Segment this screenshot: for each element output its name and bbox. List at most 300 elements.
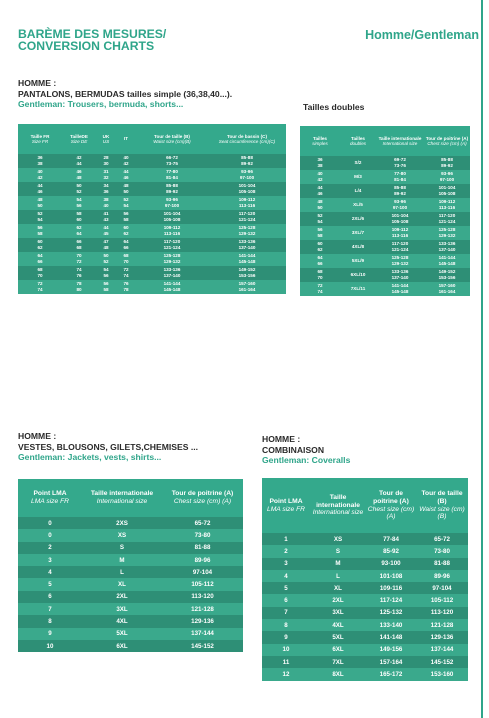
cell-value: 133-136: [391, 269, 409, 275]
section4-line3: Gentleman: Coveralls: [262, 455, 351, 465]
table-row: [262, 558, 468, 570]
cell-value: 145-148: [238, 259, 256, 264]
cell-value: 161-164: [438, 289, 456, 294]
cell-value: 113-116: [163, 231, 181, 236]
table-cell: 65-72: [162, 517, 243, 529]
table-cell: [136, 266, 208, 280]
table-cell: [62, 168, 96, 182]
cell-value: 129-132: [391, 261, 409, 266]
cell-value: 133-136: [438, 241, 456, 247]
jackets-header-row: [18, 479, 243, 517]
cell-value: 56: [103, 273, 109, 278]
cell-value: 46: [37, 189, 43, 194]
cell-value: 74: [317, 289, 323, 294]
table-cell: 4XL: [82, 615, 162, 627]
table-cell: [376, 198, 424, 212]
cell-value: 153-156: [238, 273, 256, 278]
table-row: [300, 198, 470, 212]
section4-heading: [262, 434, 472, 466]
cell-value: 77-80: [166, 169, 178, 175]
cell-value: 137-140: [391, 275, 409, 280]
cell-value: 52: [123, 197, 129, 203]
cell-value: 109-112: [163, 225, 181, 231]
table-cell: 73-80: [162, 529, 243, 541]
cell-value: 46: [76, 169, 82, 175]
section1-line2: PANTALONS, BERMUDAS tailles simple (36,38,40...).: [18, 88, 233, 99]
table-row: [18, 554, 243, 566]
table-cell: 77-84: [366, 533, 416, 545]
table-row: [18, 252, 286, 266]
table-cell: 8: [262, 619, 310, 631]
table-cell: [208, 238, 286, 252]
cell-value: 45: [103, 231, 109, 236]
column-header: [62, 124, 96, 154]
table-cell: [96, 182, 116, 196]
cell-value: 93-96: [441, 171, 453, 177]
cell-value: 40: [317, 171, 323, 177]
column-header-sublabel: simples: [312, 141, 328, 146]
cell-value: 30: [103, 161, 109, 166]
table-cell: [116, 196, 136, 210]
table-row: [262, 631, 468, 643]
table-cell: [208, 210, 286, 224]
cell-value: 121-124: [238, 217, 256, 222]
table-cell: 7: [18, 603, 82, 615]
section1-heading: [18, 78, 308, 110]
cell-value: 125-128: [391, 255, 409, 261]
table-cell: [340, 170, 376, 184]
table-row: [18, 266, 286, 280]
cell-value: 52: [317, 213, 323, 219]
cell-value: 46: [317, 191, 323, 196]
cell-value: 70: [123, 259, 129, 264]
double-size-header-row: [300, 126, 470, 156]
table-cell: 2: [18, 542, 82, 554]
cell-value: 48: [317, 199, 323, 205]
table-cell: [136, 182, 208, 196]
cell-value: 89-92: [241, 161, 253, 166]
cell-value: 145-148: [163, 287, 181, 292]
table-cell: [116, 238, 136, 252]
table-cell: 153-160: [416, 668, 468, 680]
cell-value: 60: [123, 225, 129, 231]
cell-value: 42: [76, 155, 82, 161]
table-row: [18, 603, 243, 615]
cell-value: 60: [76, 217, 82, 222]
cell-value: 68: [37, 267, 43, 273]
table-cell: [96, 196, 116, 210]
table-cell: 85-92: [366, 545, 416, 557]
table-cell: [18, 154, 62, 168]
column-header-sublabel: Waist size (cm)(B): [153, 139, 191, 144]
cell-value: 161-164: [238, 287, 256, 292]
cell-value: 64: [37, 253, 43, 259]
table-cell: 12: [262, 668, 310, 680]
column-header-sublabel: LMA size FR: [266, 505, 306, 513]
cell-value: 85-88: [166, 183, 178, 189]
table-row: [300, 268, 470, 282]
cell-value: 47: [103, 239, 109, 245]
cell-value: 52: [37, 211, 43, 217]
table-row: [18, 196, 286, 210]
cell-value: 85-88: [241, 155, 253, 161]
cell-value: 64: [123, 239, 129, 245]
cell-value: 145-148: [391, 289, 409, 294]
cell-value: 125-128: [438, 227, 456, 233]
column-header: [208, 124, 286, 154]
table-cell: 65-72: [416, 533, 468, 545]
table-cell: 5XL: [310, 631, 366, 643]
cell-value: 32: [103, 175, 109, 180]
cell-value: 117-120: [438, 213, 456, 219]
cell-value: 93-96: [394, 199, 406, 205]
column-header-label: Tour de poitrine (A): [425, 135, 469, 141]
cell-value: 42: [317, 177, 323, 182]
table-cell: 9: [18, 628, 82, 640]
table-cell: [62, 280, 96, 294]
table-cell: [136, 238, 208, 252]
table-cell: [424, 156, 470, 170]
table-cell: 157-164: [366, 656, 416, 668]
section1-line3: Gentleman: Trousers, bermuda, shorts...: [18, 99, 184, 109]
table-cell: [18, 196, 62, 210]
table-cell: [62, 238, 96, 252]
table-cell: [424, 226, 470, 240]
cell-value: 121-124: [438, 219, 456, 224]
column-header: [416, 478, 468, 533]
table-cell: 2XL: [82, 591, 162, 603]
table-cell: 93-100: [366, 558, 416, 570]
table-cell: [300, 226, 340, 240]
table-cell: 89-96: [416, 570, 468, 582]
table-cell: [18, 252, 62, 266]
table-row: [18, 628, 243, 640]
table-cell: 10: [18, 640, 82, 652]
cell-value: 129-132: [438, 233, 456, 238]
page-title: [18, 28, 278, 52]
table-cell: [376, 156, 424, 170]
table-row: [18, 529, 243, 541]
table-cell: [300, 170, 340, 184]
cell-value: 58: [317, 233, 323, 238]
cell-value: 129-132: [163, 259, 181, 264]
table-cell: [340, 240, 376, 254]
column-header: [116, 124, 136, 154]
table-cell: 5: [18, 578, 82, 590]
table-cell: [300, 282, 340, 296]
table-cell: 129-136: [416, 631, 468, 643]
table-cell: [18, 266, 62, 280]
table-row: [262, 545, 468, 557]
table-row: [262, 656, 468, 668]
cell-value: 50: [76, 183, 82, 189]
trousers-size-table: [18, 124, 286, 294]
table-cell: 125-132: [366, 607, 416, 619]
table-cell: [300, 156, 340, 170]
table-cell: [424, 282, 470, 296]
cell-value: 145-148: [438, 261, 456, 266]
table-cell: 5: [262, 582, 310, 594]
cell-value: 105-108: [163, 217, 181, 222]
table-cell: 105-112: [162, 578, 243, 590]
cell-value: 105-108: [438, 191, 456, 196]
cell-value: 50: [37, 203, 43, 208]
table-row: [18, 154, 286, 168]
cell-value: L/4: [354, 188, 362, 194]
table-row: [300, 240, 470, 254]
table-cell: [136, 168, 208, 182]
cell-value: 78: [123, 287, 129, 292]
column-header-sublabel: LMA size FR: [30, 498, 70, 505]
cell-value: 141-144: [391, 283, 409, 289]
column-header: [18, 479, 82, 517]
section4-line1: HOMME :: [262, 434, 301, 444]
table-cell: 9: [262, 631, 310, 643]
cell-value: 149-152: [438, 269, 456, 275]
table-cell: [18, 280, 62, 294]
cell-value: 72: [317, 283, 323, 289]
cell-value: 3XL/7: [351, 230, 365, 236]
table-row: [262, 619, 468, 631]
cell-value: 5XL/9: [351, 258, 365, 264]
table-row: [262, 570, 468, 582]
column-header-label: Tour de poitrine (A): [171, 490, 234, 498]
cell-value: 153-156: [438, 275, 456, 280]
section3-heading: [18, 431, 258, 463]
table-row: [18, 517, 243, 529]
cell-value: 77-80: [394, 171, 406, 177]
table-cell: [208, 196, 286, 210]
cell-value: M/3: [354, 174, 362, 180]
cell-value: 66: [76, 239, 82, 245]
cell-value: XL/5: [353, 202, 363, 208]
table-cell: 1: [262, 533, 310, 545]
column-header-label: Taille internationale: [316, 494, 360, 509]
table-row: [18, 280, 286, 294]
cell-value: 105-108: [391, 219, 409, 224]
cell-value: 38: [103, 197, 109, 203]
table-row: [18, 210, 286, 224]
table-cell: S: [310, 545, 366, 557]
table-cell: 101-108: [366, 570, 416, 582]
table-row: [18, 224, 286, 238]
table-row: [18, 615, 243, 627]
cell-value: 85-88: [441, 157, 453, 163]
column-header-sublabel: Waist size (cm) (B): [419, 505, 465, 521]
cell-value: 58: [123, 217, 129, 222]
table-cell: 141-148: [366, 631, 416, 643]
cell-value: 7XL/11: [350, 286, 366, 292]
cell-value: 80: [76, 287, 82, 292]
table-cell: [18, 182, 62, 196]
cell-value: 141-144: [438, 255, 456, 261]
cell-value: 125-128: [238, 225, 256, 231]
table-cell: [62, 196, 96, 210]
table-row: [300, 184, 470, 198]
column-header: [96, 124, 116, 154]
cell-value: 97-100: [239, 175, 255, 180]
cell-value: 101-104: [391, 213, 409, 219]
cell-value: 68: [317, 269, 323, 275]
cell-value: 40: [37, 169, 43, 175]
table-cell: [376, 240, 424, 254]
cell-value: 62: [76, 225, 82, 231]
cell-value: 64: [317, 255, 323, 261]
cell-value: 50: [123, 189, 129, 194]
section3-line2: VESTES, BLOUSONS, GILETS,CHEMISES ...: [18, 441, 199, 452]
table-cell: [340, 226, 376, 240]
cell-value: 113-116: [438, 205, 456, 210]
column-header-label: Tour de taille (B): [154, 133, 190, 139]
column-header-label: Taille FR: [30, 133, 50, 139]
table-cell: [376, 184, 424, 198]
table-cell: [116, 182, 136, 196]
table-cell: [62, 210, 96, 224]
table-cell: 7XL: [310, 656, 366, 668]
table-cell: 121-128: [162, 603, 243, 615]
cell-value: 62: [123, 231, 129, 236]
cell-value: 42: [123, 161, 129, 166]
cell-value: 97-100: [439, 177, 455, 182]
table-cell: 0: [18, 529, 82, 541]
double-size-table: [300, 126, 470, 296]
table-cell: [208, 224, 286, 238]
cell-value: 54: [123, 203, 129, 208]
cell-value: 40: [123, 155, 129, 161]
cell-value: 121-124: [391, 247, 409, 252]
column-header: [310, 478, 366, 533]
table-row: [18, 542, 243, 554]
table-cell: [96, 224, 116, 238]
column-header-label: Point LMA: [269, 497, 303, 505]
column-header-sublabel: Chest size (cm) (A): [367, 505, 415, 521]
column-header: [162, 479, 243, 517]
table-cell: [340, 268, 376, 282]
table-cell: [424, 268, 470, 282]
cell-value: 81-84: [166, 175, 178, 180]
column-header-sublabel: Chest size (cm) (A): [173, 498, 232, 505]
table-cell: 113-120: [416, 607, 468, 619]
table-cell: 97-104: [416, 582, 468, 594]
table-row: [18, 168, 286, 182]
table-cell: [62, 182, 96, 196]
page-border: [481, 0, 483, 718]
cell-value: 64: [76, 231, 82, 236]
table-cell: [116, 154, 136, 168]
table-cell: [424, 170, 470, 184]
cell-value: 97-100: [392, 205, 408, 210]
coveralls-size-table: [262, 478, 468, 681]
table-cell: [96, 168, 116, 182]
cell-value: 109-112: [391, 227, 409, 233]
cell-value: 66: [37, 259, 43, 264]
cell-value: 137-140: [438, 247, 456, 252]
cell-value: 31: [103, 169, 109, 175]
table-cell: [136, 252, 208, 266]
cell-value: 40: [103, 203, 109, 208]
cell-value: 129-132: [238, 231, 256, 236]
column-header-sublabel: doubles: [349, 141, 367, 146]
table-cell: [376, 282, 424, 296]
cell-value: 54: [103, 267, 109, 273]
table-row: [18, 238, 286, 252]
cell-value: 54: [37, 217, 43, 222]
column-header-sublabel: US: [102, 139, 110, 144]
table-cell: [340, 184, 376, 198]
table-cell: [62, 224, 96, 238]
table-cell: [208, 154, 286, 168]
column-header: [366, 478, 416, 533]
table-cell: 2XS: [82, 517, 162, 529]
table-cell: 105-112: [416, 594, 468, 606]
column-header-label: TailleDE: [70, 133, 88, 139]
cell-value: 73-75: [166, 161, 178, 166]
table-cell: [340, 254, 376, 268]
column-header: [376, 126, 424, 156]
table-cell: 6XL: [310, 644, 366, 656]
cell-value: 149-152: [238, 267, 256, 273]
column-header-label: Tour de taille (B): [421, 490, 463, 505]
cell-value: 93-96: [166, 197, 178, 203]
column-header-sublabel: Seat circumference (cm)(C): [218, 139, 276, 144]
column-header: [340, 126, 376, 156]
table-cell: 6: [18, 591, 82, 603]
table-cell: 121-128: [416, 619, 468, 631]
cell-value: 58: [103, 287, 109, 292]
table-cell: 10: [262, 644, 310, 656]
table-cell: XL: [310, 582, 366, 594]
cell-value: 50: [317, 205, 323, 210]
cell-value: 66-72: [166, 155, 178, 161]
cell-value: 48: [103, 245, 109, 250]
table-cell: [340, 282, 376, 296]
table-cell: [208, 168, 286, 182]
cell-value: 72: [37, 281, 43, 287]
cell-value: 137-140: [163, 273, 181, 278]
table-cell: [376, 212, 424, 226]
cell-value: 133-136: [238, 239, 256, 245]
table-cell: [96, 280, 116, 294]
cell-value: 28: [103, 155, 109, 161]
column-header: [300, 126, 340, 156]
column-header-label: Tailles: [313, 135, 327, 141]
cell-value: 46: [123, 175, 129, 180]
table-cell: [116, 252, 136, 266]
cell-value: 68: [76, 245, 82, 250]
table-row: [262, 607, 468, 619]
table-cell: 4: [18, 566, 82, 578]
table-cell: [96, 238, 116, 252]
cell-value: 78: [76, 281, 82, 287]
cell-value: 38: [37, 161, 43, 166]
title-line-2: CONVERSION CHARTS: [18, 39, 155, 53]
cell-value: 76: [76, 273, 82, 278]
table-cell: [208, 252, 286, 266]
column-header-sublabel: International size: [312, 509, 364, 517]
table-cell: [376, 226, 424, 240]
cell-value: 85-88: [394, 185, 406, 191]
column-header-label: IT: [123, 136, 129, 142]
cell-value: 36: [37, 155, 43, 161]
cell-value: 89-92: [166, 189, 178, 194]
table-cell: [136, 280, 208, 294]
cell-value: 74: [123, 273, 129, 278]
cell-value: 56: [317, 227, 323, 233]
cell-value: 38: [317, 163, 323, 168]
cell-value: 70: [317, 275, 323, 280]
column-header-label: UK: [102, 133, 110, 139]
cell-value: 97-100: [164, 203, 180, 208]
